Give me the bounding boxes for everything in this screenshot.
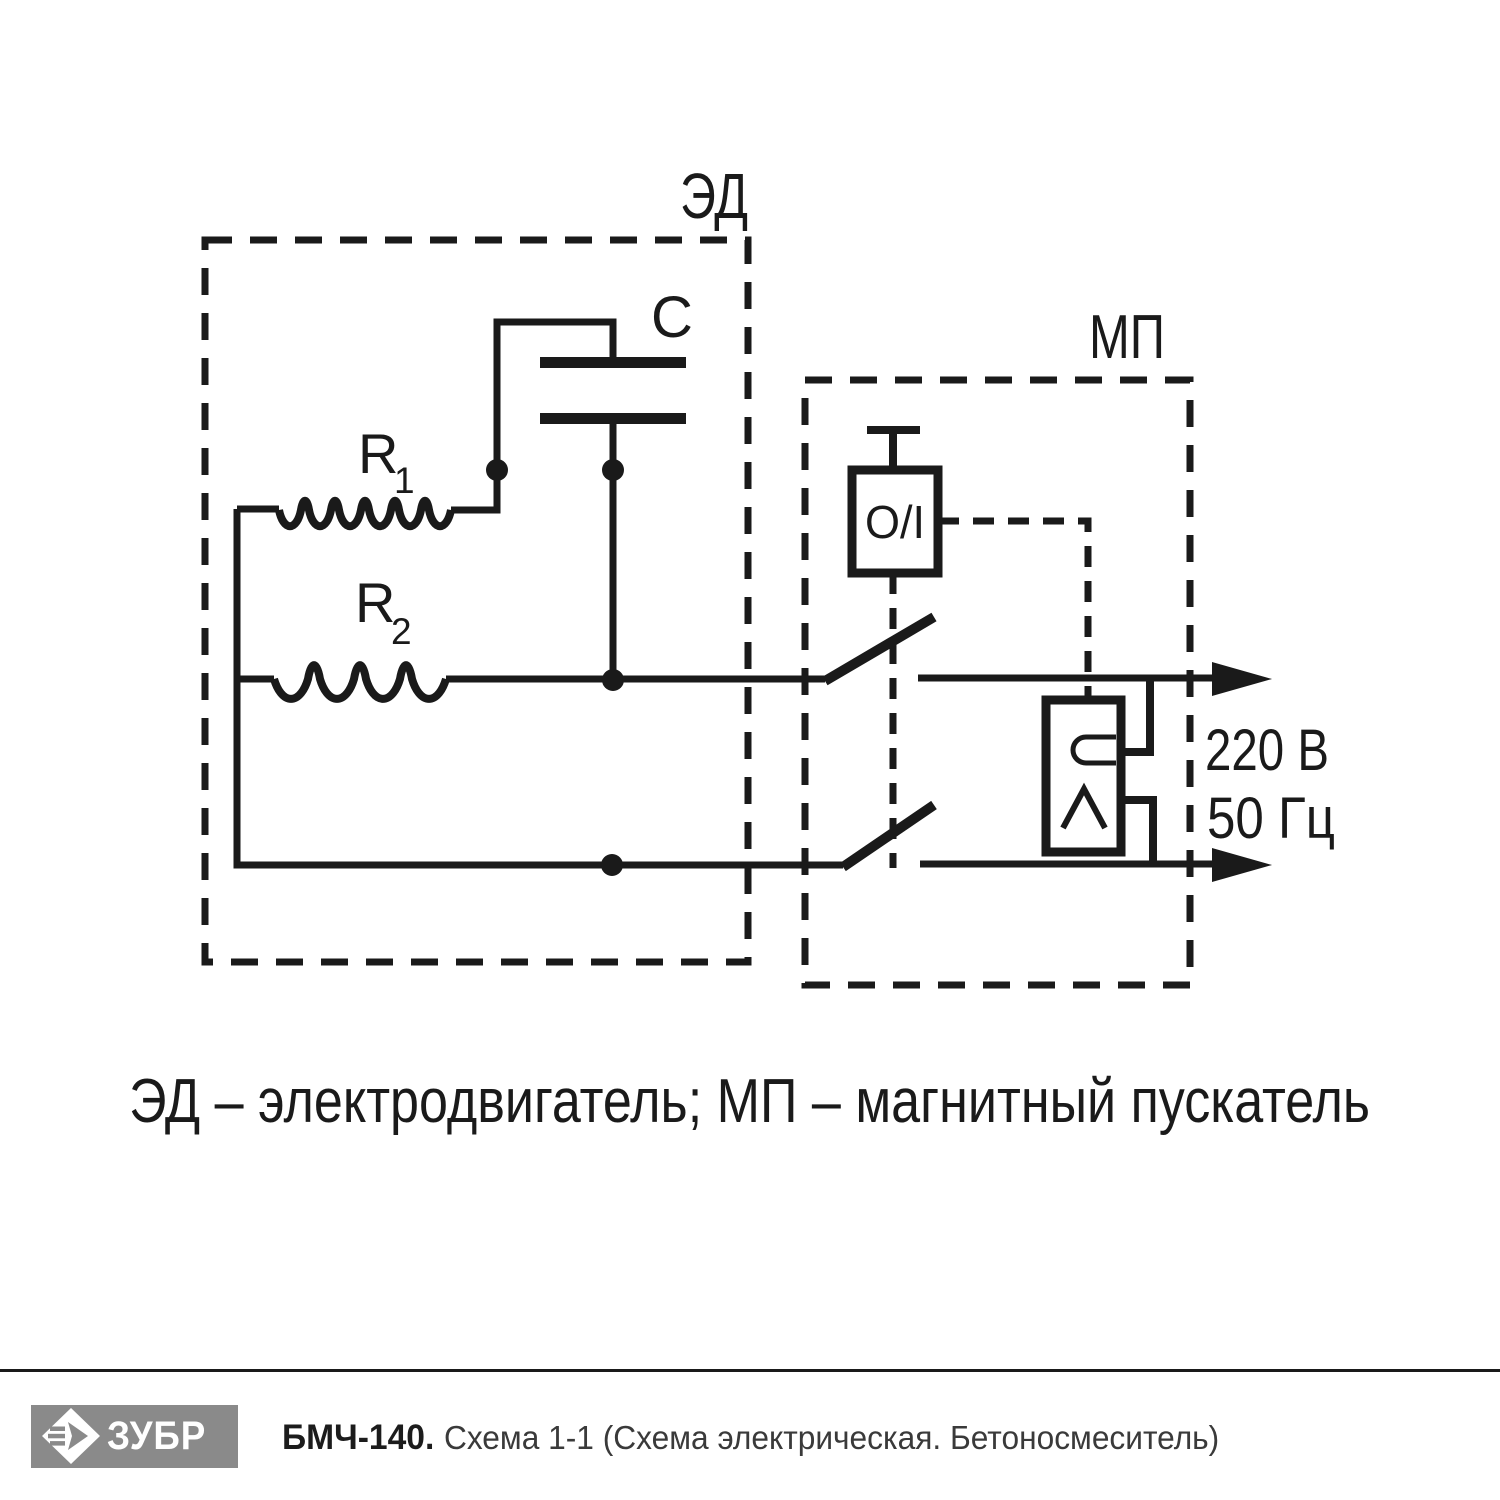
winding-r2-coil	[274, 665, 446, 699]
footer-divider	[0, 1369, 1500, 1372]
diagram-caption-text: ЭД – электродвигатель; МП – магнитный пускатель	[129, 1067, 1371, 1136]
footer-caption	[282, 1405, 1219, 1468]
button-actuator	[867, 430, 920, 470]
winding-r1-subscript: 1	[394, 460, 415, 501]
capacitor-label: C	[651, 285, 693, 350]
brand-name: ЗУБР	[107, 1414, 207, 1458]
coil-step-bottom	[1121, 800, 1153, 864]
diagram-caption	[0, 1066, 1500, 1137]
winding-r1-coil	[279, 501, 451, 526]
junction-dot	[602, 459, 624, 481]
coil-caret-symbol	[1063, 789, 1105, 828]
winding-r2-label: R	[355, 571, 396, 634]
winding-r2-subscript: 2	[391, 611, 412, 652]
model-number: БМЧ-140.	[282, 1418, 435, 1457]
contact-blade-top	[825, 617, 934, 681]
zubr-logo	[31, 1405, 238, 1468]
capacitor-wire-top	[497, 322, 613, 474]
zubr-bison-icon	[39, 1405, 103, 1468]
winding-r1-label: R	[358, 422, 399, 485]
starter-label: МП	[1089, 303, 1165, 372]
arrowhead-bottom	[1212, 848, 1272, 882]
junction-dot	[486, 459, 508, 481]
left-bus-and-bottom-wire	[237, 509, 843, 865]
frequency-label: 50 Гц	[1207, 786, 1335, 851]
scheme-description: Схема 1-1 (Схема электрическая. Бетоносмеситель)	[443, 1419, 1220, 1456]
arrowhead-top	[1212, 662, 1272, 696]
contact-blade-bottom	[843, 805, 934, 867]
contactor-coil-box	[1046, 700, 1121, 852]
thermal-element-symbol	[1073, 737, 1116, 763]
voltage-label: 220 В	[1205, 718, 1329, 783]
linkage-to-coil-dashed	[938, 521, 1088, 700]
capacitor-plate-top	[540, 357, 686, 368]
onoff-button-label: O/I	[865, 496, 925, 548]
capacitor-plate-bottom	[540, 413, 686, 424]
motor-label: ЭД	[680, 160, 748, 232]
junction-dot	[601, 854, 623, 876]
junction-dot	[602, 669, 624, 691]
